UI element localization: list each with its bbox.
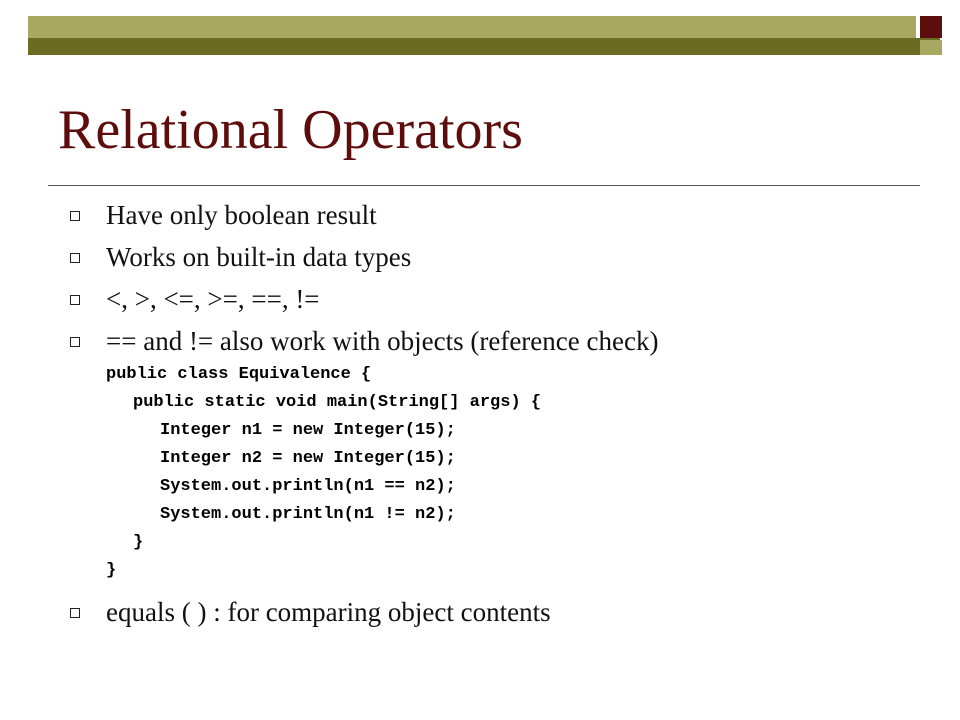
code-line: public static void main(String[] args) { — [133, 393, 542, 412]
banner-accent-square — [920, 16, 942, 38]
code-line: Integer n2 = new Integer(15); — [160, 449, 456, 468]
bullet-text: Works on built-in data types — [106, 242, 412, 272]
banner-light-stripe — [28, 16, 916, 40]
banner-light-square — [920, 40, 942, 55]
bullet-item — [70, 202, 377, 229]
hollow-square-icon — [70, 211, 80, 221]
code-line: System.out.println(n1 == n2); — [160, 477, 456, 496]
bullet-text: <, >, <=, >=, ==, != — [106, 284, 320, 314]
bullet-item — [70, 244, 411, 271]
hollow-square-icon — [70, 337, 80, 347]
hollow-square-icon — [70, 253, 80, 263]
banner-dark-stripe — [28, 38, 940, 55]
hollow-square-icon — [70, 608, 80, 618]
bullet-item — [70, 328, 658, 355]
code-line: Integer n1 = new Integer(15); — [160, 421, 456, 440]
bullet-text: equals ( ) : for comparing object contents — [106, 597, 551, 627]
bullet-item — [70, 286, 320, 313]
title-divider — [48, 185, 920, 186]
code-line: System.out.println(n1 != n2); — [160, 505, 456, 524]
code-line: } — [106, 561, 117, 580]
code-line: public class Equivalence { — [106, 365, 372, 384]
slide-title: Relational Operators — [58, 99, 523, 161]
bullet-item-equals — [70, 599, 551, 626]
code-line: } — [133, 533, 144, 552]
bullet-text: Have only boolean result — [106, 200, 377, 230]
hollow-square-icon — [70, 295, 80, 305]
bullet-text: == and != also work with objects (reference check) — [106, 326, 659, 356]
